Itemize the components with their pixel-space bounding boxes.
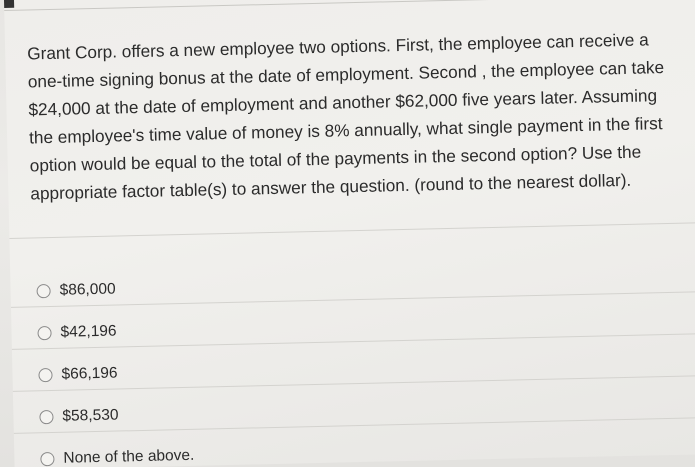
radio-button-icon[interactable] [36,284,50,298]
answer-option[interactable] [39,404,119,430]
option-label: $66,196 [61,364,118,383]
radio-button-icon[interactable] [39,410,53,424]
divider [9,222,695,239]
radio-button-icon[interactable] [40,452,54,466]
radio-button-icon[interactable] [38,368,52,382]
option-label: $42,196 [60,322,117,341]
answer-option[interactable] [36,278,116,304]
option-label: $58,530 [62,406,119,425]
corner-mark [4,0,14,8]
answer-option[interactable] [37,320,117,346]
question-text: Grant Corp. offers a new employee two options. First, the employee can receive a one-time signing bonus at the date of employment. Second , the employee can take $24,000 at the date of employment and another $62,000 five years later. Assuming the employee's time value of money is 8% annually, what single payment in the first option would be equal to the total of the payments in the second option? Use the appropriate factor table(s) to answer the question. (round to the nearest dollar). [26,29,665,204]
answer-option[interactable] [38,362,118,388]
question-card [4,0,695,467]
option-label: $86,000 [59,280,116,299]
option-label: None of the above. [63,446,195,467]
radio-button-icon[interactable] [37,326,51,340]
card-top-divider [4,0,695,11]
answer-option[interactable] [40,444,195,467]
